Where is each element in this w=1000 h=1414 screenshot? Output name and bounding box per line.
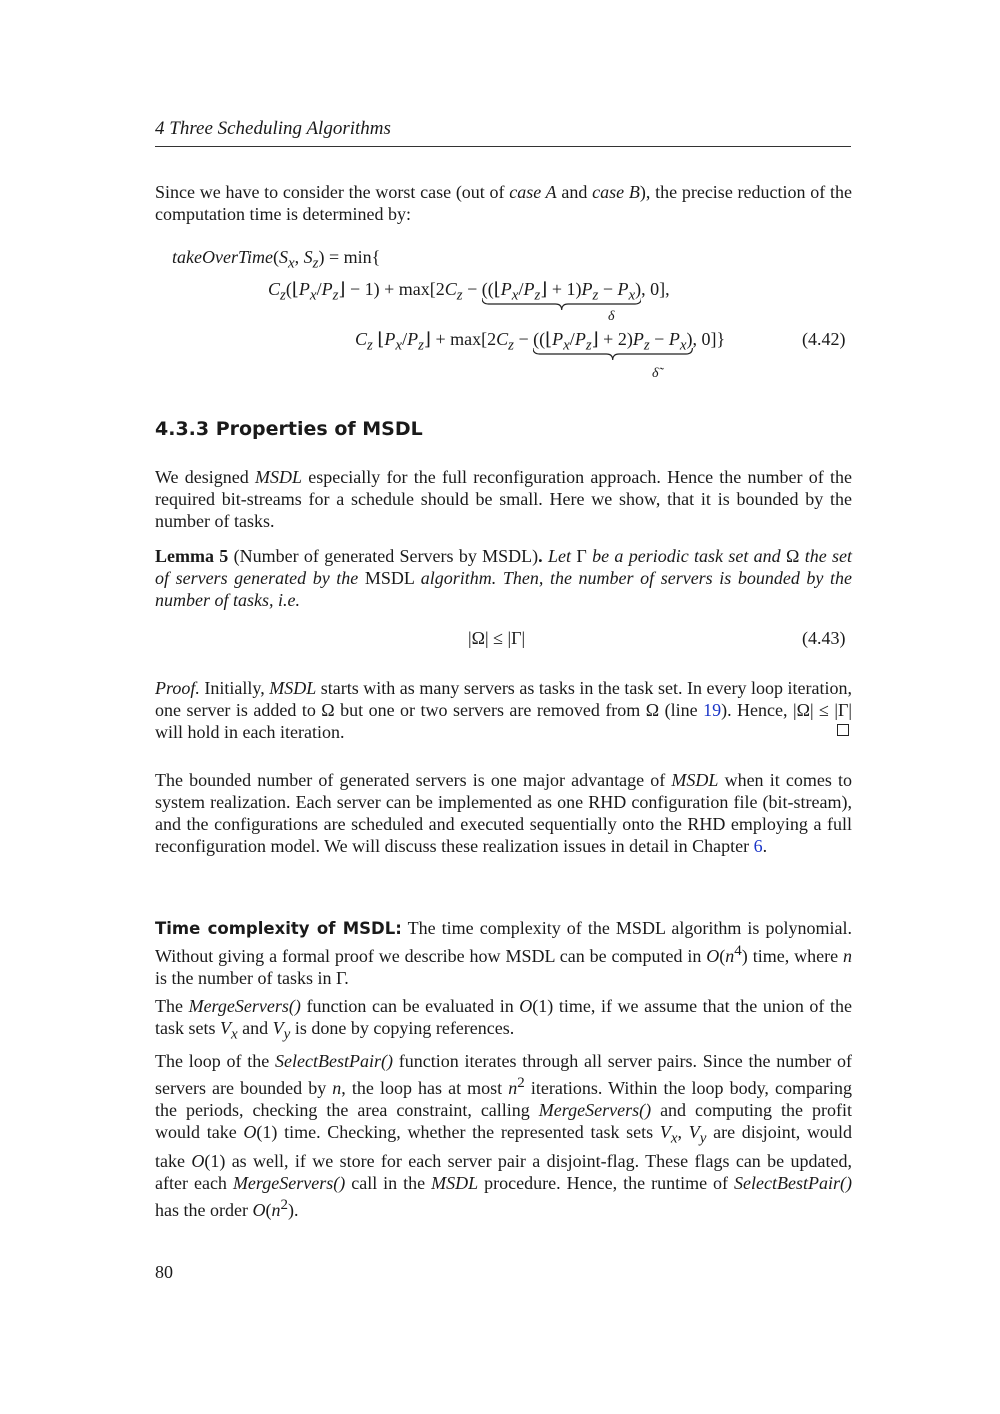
header-rule (155, 146, 851, 147)
underbrace-delta-tilde-term: $((⌊P_x/P_z⌋ + 2)P_z - P_x)$ (533, 329, 693, 354)
paragraph-time-complexity: Time complexity of MSDL: The time complexity of the MSDL algorithm is polynomial. Without giving a formal proof we describe how MSDL can be computed in $O(n^4)$ time, where n is the number of tasks in Γ. (155, 918, 852, 988)
section-heading: 4.3.3 Properties of MSDL (155, 418, 423, 440)
qed-symbol (837, 724, 849, 736)
delta-tilde-label: δ̃ (652, 366, 659, 381)
paragraph-bounded-servers: The bounded number of generated servers is one major advantage of MSDL when it comes to system realization. Each server can be implemented as one RHD configuration file (bit-stream), and the configurations are scheduled and executed sequentially onto the RHD employing a full reconfiguration model. We will discuss these realization issues in detail in Chapter 6. (155, 770, 852, 856)
equation-4-43: |Ω| ≤ |Γ| (468, 628, 526, 648)
equation-line-3-prefix: $C_z$ $⌊P_x/P_z⌋ + \max[2C_z$ − (355, 329, 534, 354)
delta-label: δ (608, 309, 615, 324)
equation-line-1: $takeOverTime(S_x$, $S_z) = \min${ (172, 247, 381, 272)
equation-number-4-43: (4.43) (802, 628, 846, 648)
underbrace-delta (482, 279, 641, 305)
equation-line-2-prefix: $C_z(⌊P_x/P_z⌋ - 1) + \max[2C_z$ − (268, 279, 482, 304)
lemma-5: Lemma 5 (Number of generated Servers by MSDL). Let Γ be a periodic task set and Ω the set of servers generated by the MSDL algorithm. Then, the number of servers is bounded by the number of tasks, i.e. (155, 546, 853, 610)
equation-line-2 (268, 279, 670, 305)
equation-line-3 (355, 329, 725, 355)
equation-line-3-suffix: , 0]} (692, 329, 726, 349)
running-head: 4 Three Scheduling Algorithms (155, 118, 391, 139)
intro-paragraph: Since we have to consider the worst case (out of case A and case B), the precise reduction of the computation time is determined by: (155, 182, 852, 224)
paragraph-msdl-design: We designed MSDL especially for the full reconfiguration approach. Hence the number of the required bit-streams for a schedule should be small. Here we show, that it is bounded by the number of tasks. (155, 467, 852, 531)
underbrace-delta-term: $((⌊P_x/P_z⌋ + 1)P_z - P_x)$ (481, 279, 642, 304)
page-number: 80 (155, 1262, 173, 1282)
underbrace-delta-shape (482, 298, 641, 310)
underbrace-delta-tilde (533, 329, 692, 355)
paragraph-merge-servers: The MergeServers() function can be evaluated in O(1) time, if we assume that the union of the task sets $V_x$ and $V_y$ is done by copying references. (155, 996, 852, 1043)
proof-paragraph: Proof. Initially, MSDL starts with as many servers as tasks in the task set. In every loop iteration, one server is added to Ω but one or two servers are removed from Ω (line 19). Hence, |Ω| ≤ |Γ| will hold in each iteration. (155, 678, 852, 742)
equation-line-2-suffix: , 0], (641, 279, 670, 299)
underbrace-delta-tilde-shape (533, 348, 692, 360)
equation-number-4-42: (4.42) (802, 329, 846, 349)
paragraph-select-best-pair: The loop of the SelectBestPair() function iterates through all server pairs. Since the number of servers are bounded by n, the loop has at most $n^2$ iterations. Within the loop body, comparing the periods, checking the area constraint, calling MergeServers() and computing the profit would take O(1) time. Checking, whether the represented task sets $V_x$, $V_y$ are disjoint, would take O(1) as well, if we store for each server pair a disjoint-flag. These flags can be updated, after each MergeServers() call in the MSDL procedure. Hence, the runtime of SelectBestPair() has the order $O(n^2)$. (155, 1051, 853, 1220)
